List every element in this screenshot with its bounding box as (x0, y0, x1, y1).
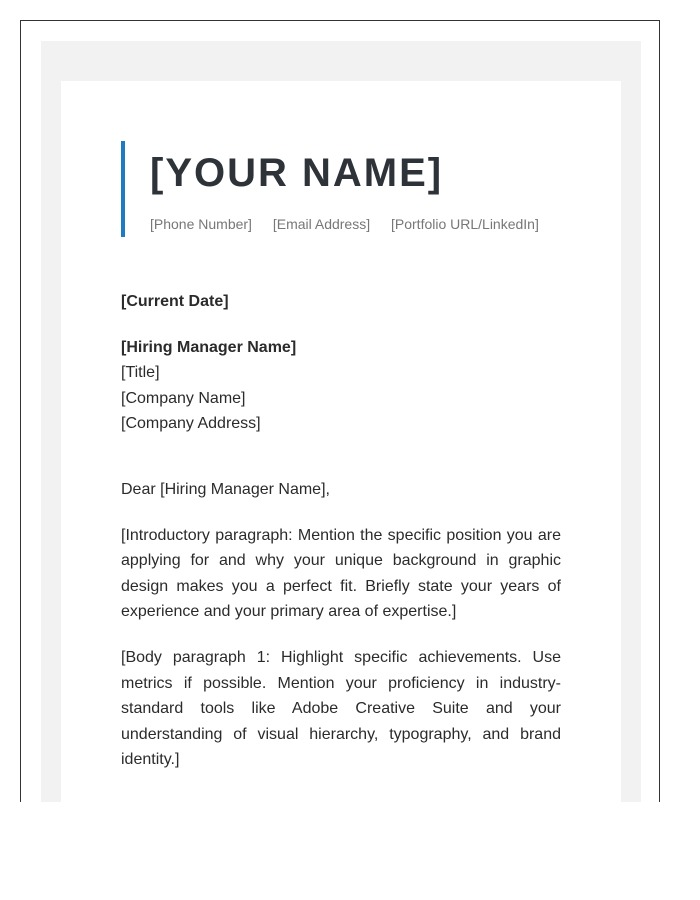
recipient-title: [Title] (121, 364, 160, 382)
applicant-name: [YOUR NAME] (150, 151, 444, 195)
recipient-name: [Hiring Manager Name] (121, 338, 297, 356)
recipient-block (121, 335, 561, 437)
recipient-address: [Company Address] (121, 415, 261, 433)
document-frame (20, 20, 660, 802)
letter-page (61, 81, 621, 802)
letter-header (121, 141, 561, 237)
body-paragraph-1: [Body paragraph 1: Highlight specific achievements. Use metrics if possible. Mention your proficiency in industry-standard tools like Adobe Creative Suite and your understanding of visual hierarchy, typography, and brand identity.] (121, 648, 561, 769)
phone-number: [Phone Number] (150, 216, 252, 232)
salutation: Dear [Hiring Manager Name], (121, 480, 330, 498)
letter-date: [Current Date] (121, 293, 229, 310)
email-address: [Email Address] (272, 216, 371, 232)
contact-line (150, 215, 561, 233)
portfolio-url: [Portfolio URL/LinkedIn] (391, 216, 539, 232)
recipient-company: [Company Name] (121, 389, 246, 407)
letter-body (121, 289, 561, 793)
document-canvas (41, 41, 641, 802)
intro-paragraph: [Introductory paragraph: Mention the specific position you are applying for and why your unique background in graphic design makes you a perfect fit. Briefly state your years of experience and your primary area of expertise.] (121, 526, 561, 621)
